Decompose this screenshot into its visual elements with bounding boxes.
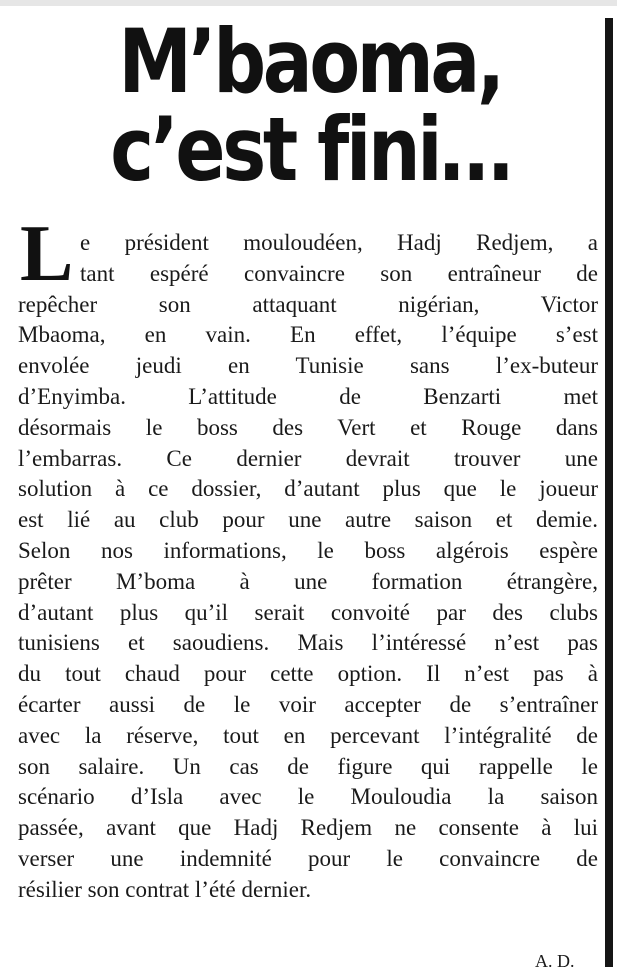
headline-line-1: M’baoma, [118,10,502,113]
article-line: tunisiens et saoudiens. Mais l’intéressé n’est pas [18,630,598,656]
column-rule [605,18,613,967]
article-line: d’autant plus qu’il serait convoité par des clubs [18,599,598,625]
article-line: d’Enyimba. L’attitude de Benzarti met [18,383,598,409]
article-line: tant espéré convaincre son entraîneur de [80,260,598,286]
top-rule [0,0,617,6]
headline-line-2: c’est fini… [110,98,510,201]
author-signature: A. D. [535,951,575,971]
article-line: passée, avant que Hadj Redjem ne consente à lui [18,815,598,841]
article-line: repêcher son attaquant nigérian, Victor [18,291,598,317]
article-line: Mbaoma, en vain. En effet, l’équipe s’est [18,322,598,348]
article-line: l’embarras. Ce dernier devrait trouver une [18,445,598,471]
article-line: scénario d’Isla avec le Mouloudia la saison [18,784,598,810]
article-line: avec la réserve, tout en percevant l’intégralité de [18,722,598,748]
article-line: solution à ce dossier, d’autant plus que le joueur [18,476,598,502]
article-line: du tout chaud pour cette option. Il n’est pas à [18,661,598,687]
article-body [18,228,598,906]
article-line: e président mouloudéen, Hadj Redjem, a [80,230,598,255]
article-line: désormais le boss des Vert et Rouge dans [18,414,598,440]
article-line: est lié au club pour une autre saison et demie. [18,507,598,533]
article-line: écarter aussi de le voir accepter de s’entraîner [18,691,598,717]
article-line: son salaire. Un cas de figure qui rappelle le [18,753,598,779]
article-line: prêter M’boma à une formation étrangère, [18,568,598,594]
article-line: résilier son contrat l’été dernier. [18,876,312,902]
article-line: envolée jeudi en Tunisie sans l’ex-buteur [18,353,598,379]
article-line: verser une indemnité pour le convaincre de [18,845,598,871]
drop-cap: L [20,210,74,298]
article-line: Selon nos informations, le boss algérois espère [18,537,598,563]
